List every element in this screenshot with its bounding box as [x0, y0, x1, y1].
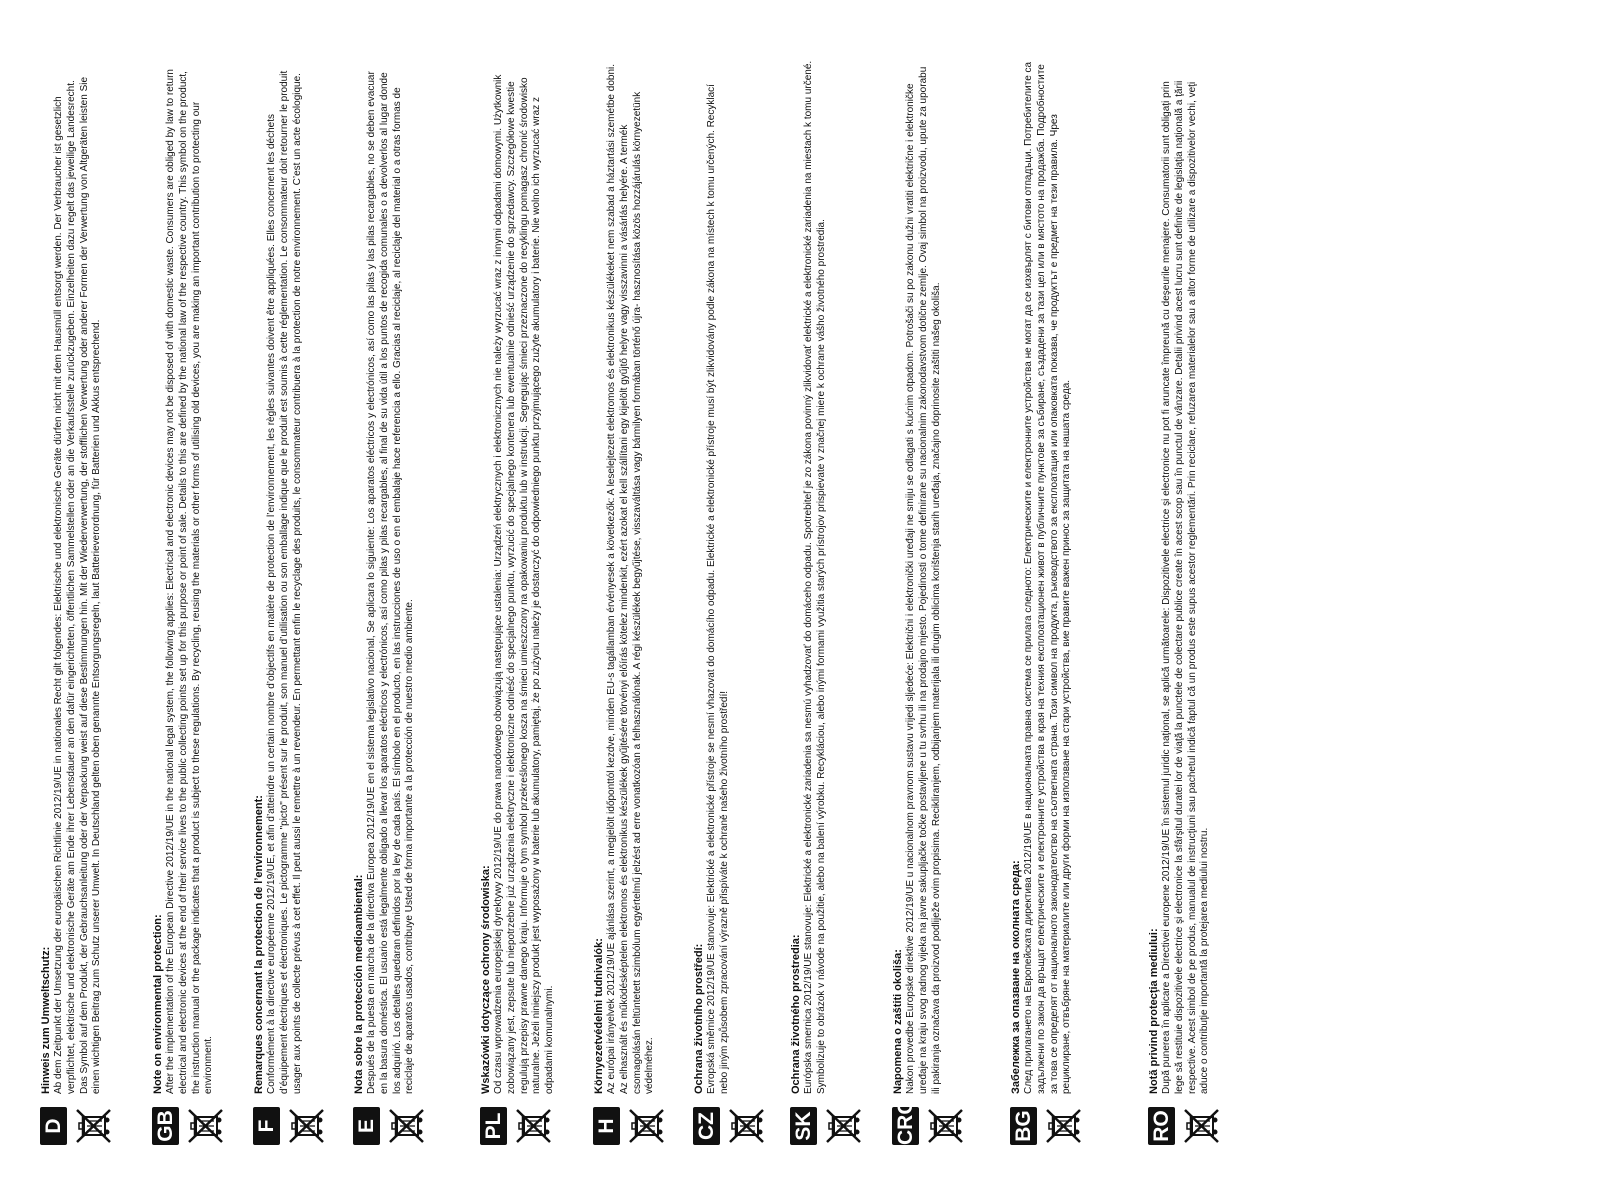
section-heading: Note on environmental protection:	[152, 914, 164, 1094]
section-d	[40, 60, 113, 1150]
crossed-out-bin-icon	[823, 1106, 863, 1146]
country-code-badge: CZ	[693, 1107, 720, 1145]
badge-column	[593, 1102, 666, 1150]
section-body: Od czasu wprowadzenia europejskiej dyrektywy 2012/19/UE do prawa narodowego obowiązują następujące ustalenia: Urządzeń elektrycznych i elektronicznych nie należy wyrzucać wraz z innymi odpadami domowymi. Użytkownik zobowiązany jest, zepsute lub niepotrzebne już urządzenia elektryczne i elektroniczne odnieść do specjalnego punktu, wyrzucić do specjalnego kontenera lub ewentualnie odnieść urządzenie do sprzedawcy. Szczegółowe kwestie regulują przepisy prawne danego kraju. Informuje o tym symbol przekreślonego kosza na śmieci umieszczony na opakowaniu produktu lub w instrukcji. Segregując śmieci przeznaczone do recyklingu pomagasz chronić środowisko naturalne. Jeżeli niniejszy produkt jest wyposażony w baterie lub akumulatory, pamiętaj, że po zużyciu należy je dostarczyć do odpowiedniego punktu przyjmującego zużyte akumulatory i baterie. Nie wolno ich wyrzucać wraz z odpadami komunalnymi.	[493, 74, 556, 1094]
section-text	[480, 60, 557, 1102]
section-body: După punerea în aplicare a Directivei europene 2012/19/UE în sistemul juridic naţional, se aplică următoarele: Dispozitivele electrice şi electronice nu pot fi aruncate împreună cu deşeurile menajere. Consumatorii sunt obligaţi prin lege să restituie dispozitivele electrice şi electronice la sfârşitul duratei lor de viaţă la punctele de colectare publice create în acest scop sau în punctul de vânzare. Detalii privind acest lucru sunt definite de legislaţia naţională a ţării respective. Acest simbol de pe produs, manualul de instrucţiuni sau pachetul indică faptul că un produs este supus acestor reglementări. Prin reciclare, refuzarea materialelor sau a altor forme de utilizare a dispozitivelor vechi, veţi aduce o contribuţie importantă la protejarea mediului nostru.	[1161, 80, 1211, 1094]
section-heading: Ochrana životného prostredia:	[790, 934, 802, 1094]
section-heading: Wskazówki dotyczące ochrony środowiska:	[480, 865, 492, 1094]
badge-column	[253, 1102, 326, 1150]
section-text	[693, 60, 766, 1102]
section-cz	[693, 60, 766, 1150]
badge-column	[480, 1102, 557, 1150]
section-heading: Забележка за опазване на околната среда:	[1010, 860, 1022, 1094]
crossed-out-bin-icon	[513, 1106, 553, 1146]
section-heading: Remarques concernant la protection de l’environnement:	[253, 795, 265, 1094]
section-f	[253, 60, 326, 1150]
badge-column	[152, 1102, 225, 1150]
crossed-out-bin-icon	[73, 1106, 113, 1146]
section-text	[152, 60, 225, 1102]
country-code-badge: F	[253, 1107, 280, 1145]
badge-column	[892, 1098, 965, 1150]
section-text	[253, 60, 326, 1102]
badge-column	[1010, 1102, 1083, 1150]
crossed-out-bin-icon	[726, 1106, 766, 1146]
crossed-out-bin-icon	[925, 1106, 965, 1146]
country-code-badge: E	[353, 1107, 380, 1145]
crossed-out-bin-icon	[626, 1106, 666, 1146]
rotated-content	[40, 60, 1300, 1150]
section-sk	[790, 60, 863, 1150]
section-text	[353, 60, 426, 1102]
country-code-badge: CRO	[894, 1098, 917, 1145]
crossed-out-bin-icon	[286, 1106, 326, 1146]
country-code-badge: H	[593, 1107, 620, 1145]
section-heading: Környezetvédelmi tudnivalók:	[593, 938, 605, 1094]
section-body: Nakon provedbe Europske direktive 2012/19/UE u nacionalnom pravnom sustavu vrijedi sljedeće: Električni i elektronički uređaji ne smiju se odlagati s kućnim otpadom. Potrošači su po zakonu dužni vratiti električne i elektroničke uređaje na kraju svog radnog vijeka na javne sakupljačke točke postavljene u tu svrhu ili na prodajno mjesto. Pojedinosti o tome definirane su nacionalnim zakonodavstvom dotične zemlje. Ovaj simbol na proizvodu, upute za uporabu ili pakiranja označava da proizvod podliježe ovim propisima. Recikliranjem, odbijanjem materijala ili drugim oblicima korištenja starih uređaja, značajno doprinosite zaštiti našeg okoliša.	[905, 66, 942, 1094]
country-code-badge: SK	[790, 1107, 817, 1145]
badge-column	[693, 1102, 766, 1150]
country-code-badge: PL	[480, 1107, 507, 1145]
section-heading: Hinweis zum Umweltschutz:	[40, 946, 52, 1094]
badge-column	[1148, 1102, 1221, 1150]
country-code-badge: BG	[1010, 1107, 1037, 1145]
crossed-out-bin-icon	[1043, 1106, 1083, 1146]
section-body: Conformément à la directive européenne 2012/19/UE, et afin d’atteindre un certain nombre d’objectifs en matière de protection de l’environnement, les règles suivantes doivent être appliquées. Elles concernent les déchets d’équipement électriques et électroniques. Le pictogramme "picto" présent sur le produit, son manuel d’utilisation ou son emballage indique que le produit est soumis à cette réglementation. Le consommateur doit retourner le produit usager aux points de collecte prévus à cet effet. Il peut aussi le remettre à un revendeur. En permettant enfin le recyclage des produits, le consommateur contribuera à la protection de notre environnement. C’est un acte écologique.	[266, 70, 303, 1094]
section-body: Az európai irányelvek 2012/19/UE ajánlása szerint, a megjelölt időponttól kezdve, minden EU-s tagállamban érvényesek a következők: A leselejtezett elektromos és elektronikus készülékeket nem szabad a háztartási szemétbe dobni. Az elhasznált és működésképtelen elektromos és elektronikus készülékek gyűjtésére törvényi előírás kötelez mindenkit, ezért azokat el kell szállítani egy kijelölt gyűjtő helyre vagy visszavinni a vásárlás helyére. A termék csomagolásán feltüntetett szimbólum egyértelmű jelzést ad erre vonatkozóan a felhasználónak. A régi készülékek begyűjtése, visszaváltása vagy bármilyen formában történő újra- hasznosítása közös hozzájárulás környezetünk védelméhez.	[606, 63, 656, 1094]
section-text	[40, 60, 113, 1102]
section-ro	[1148, 60, 1221, 1150]
section-text	[790, 60, 863, 1102]
section-text	[593, 60, 666, 1102]
section-body: Evropská směrnice 2012/19/UE stanovuje: Elektrické a elektronické přístroje se nesmí vhazovat do domácího odpadu. Elektrické a elektronické přístroje musí být zlikvidovány podle zákona na místech k tomu určených. Recyklací nebo jiným způsobem zpracování výrazně přispíváte k ochraně našeho životního prostředí!	[706, 84, 730, 1094]
section-heading: Notă privind protecţia mediului:	[1148, 928, 1160, 1094]
section-heading: Napomena o zaštiti okoliša:	[892, 949, 904, 1094]
section-text	[1148, 60, 1221, 1102]
crossed-out-bin-icon	[386, 1106, 426, 1146]
badge-column	[40, 1102, 113, 1150]
section-body: Ab dem Zeitpunkt der Umsetzung der europäischen Richtlinie 2012/19/UE in nationales Recht gilt folgendes: Elektrische und elektronische Geräte dürfen nicht mit dem Hausmüll entsorgt werden. Der Verbraucher ist gesetzlich verpflichtet, elektrische und elektronische Geräte am Ende ihrer Lebensdauer an den dafür eingerichteten, öffentlichen Sammelstellen oder an die Verkaufsstelle zurückzugeben. Einzelheiten dazu regelt das jeweilige Landesrecht. Das Symbol auf dem Produkt, der Gebrauchsanleitung oder der Verpackung weist auf diese Bestimmungen hin. Mit der Wiederverwertung, der stofflichen Verwertung oder anderer Formen der Verwertung von Altgeräten leisten Sie einen wichtigen Beitrag zum Schutz unserer Umwelt. In Deutschland gelten oben genannte Entsorgungsregeln, laut Batterieverordnung, für Batterien und Akkus entsprechend.	[53, 76, 103, 1094]
section-pl	[480, 60, 557, 1150]
section-body: След прилагането на Европейската директива 2012/19/UE в националната правна система се прилага следното: Електрическите и електронните устройства не могат да се изхвърлят с битови отпадъци. Потребителите са задължени по закон да връщат електрическите и електронните устройства в края на техния експлоатационен живот в публичните пунктове за събиране, създадени за тази цел или в мястото на продажба. Подробностите за това се определят от националното законодателство на съответната страна. Този символ на продукта, ръководството за експлоатация или опаковката показва, че продуктът е предмет на тези правила. Чрез рециклиране, отвъбряне на материалите или други форми на използване на стари устройства, вие правите важен принос за защитата на нашата среда.	[1023, 61, 1073, 1094]
section-text	[1010, 60, 1083, 1102]
section-cro	[892, 60, 965, 1150]
section-e	[353, 60, 426, 1150]
section-heading: Nota sobre la protección medioambiental:	[353, 874, 365, 1094]
section-h	[593, 60, 666, 1150]
country-code-badge: D	[40, 1107, 67, 1145]
section-body: Európska smernica 2012/19/UE stanovuje: Elektrické a elektronické zariadenia sa nesmú vyhadzovať do domáceho odpadu. Spotrebiteľ je zo zákona povinný zlikvidovať elektrické a elektronické zariadenia na miestach k tomu určené. Symbolizuje to obrázok v návode na použitie, alebo na balení výrobku. Recykláciou, alebo inými formami využitia starých prístrojov prispievate v značnej miere k ochrane vášho životného prostredia.	[803, 60, 827, 1094]
section-text	[892, 60, 965, 1102]
country-code-badge: RO	[1148, 1107, 1175, 1145]
crossed-out-bin-icon	[1181, 1106, 1221, 1146]
section-body: Después de la puesta en marcha de la directiva Europea 2012/19/UE en el sistema legislativo nacional, Se aplicara lo siguiente: Los aparatos eléctricos y electrónicos, así como las pilas y las pilas recargables, no se deben evacuar en la basura doméstica. El usuario está legalmente obligado a llevar los aparatos eléctricos y electrónicos, así como pilas y pilas recargables, al final de su vida útil a los puntos de recogida comunales o a devolverlos al lugar donde los adquirió. Los detalles quedaran definidos por la ley de cada país. El símbolo en el producto, en las instrucciones de uso o en el embalaje hace referencia a ello. Gracias al reciclaje, al reciclaje del material o a otras formas de reciclaje de aparatos usados, contribuye Usted de forma importante a la protección de nuestro medio ambiente.	[366, 71, 416, 1094]
country-code-badge: GB	[152, 1107, 179, 1145]
badge-column	[790, 1102, 863, 1150]
section-body: After the implementation of the European Directive 2012/19/UE in the national legal system, the following applies: Electrical and electronic devices may not be disposed of with domestic waste. Consumers are obliged by law to return electrical and electronic devices at the end of their service lives to the public collecting points set up for this purpose or point of sale. Details to this are defined by the national law of the respective country. This symbol on the product, the instruction manual or the package indicates that a product is subject to these regulations. By recycling, reusing the materials or other forms of utilising old devices, you are making an important contribution to protecting our environment.	[165, 69, 215, 1094]
badge-column	[353, 1102, 426, 1150]
section-bg	[1010, 60, 1083, 1150]
section-gb	[152, 60, 225, 1150]
crossed-out-bin-icon	[185, 1106, 225, 1146]
section-heading: Ochrana životního prostředí:	[693, 943, 705, 1094]
